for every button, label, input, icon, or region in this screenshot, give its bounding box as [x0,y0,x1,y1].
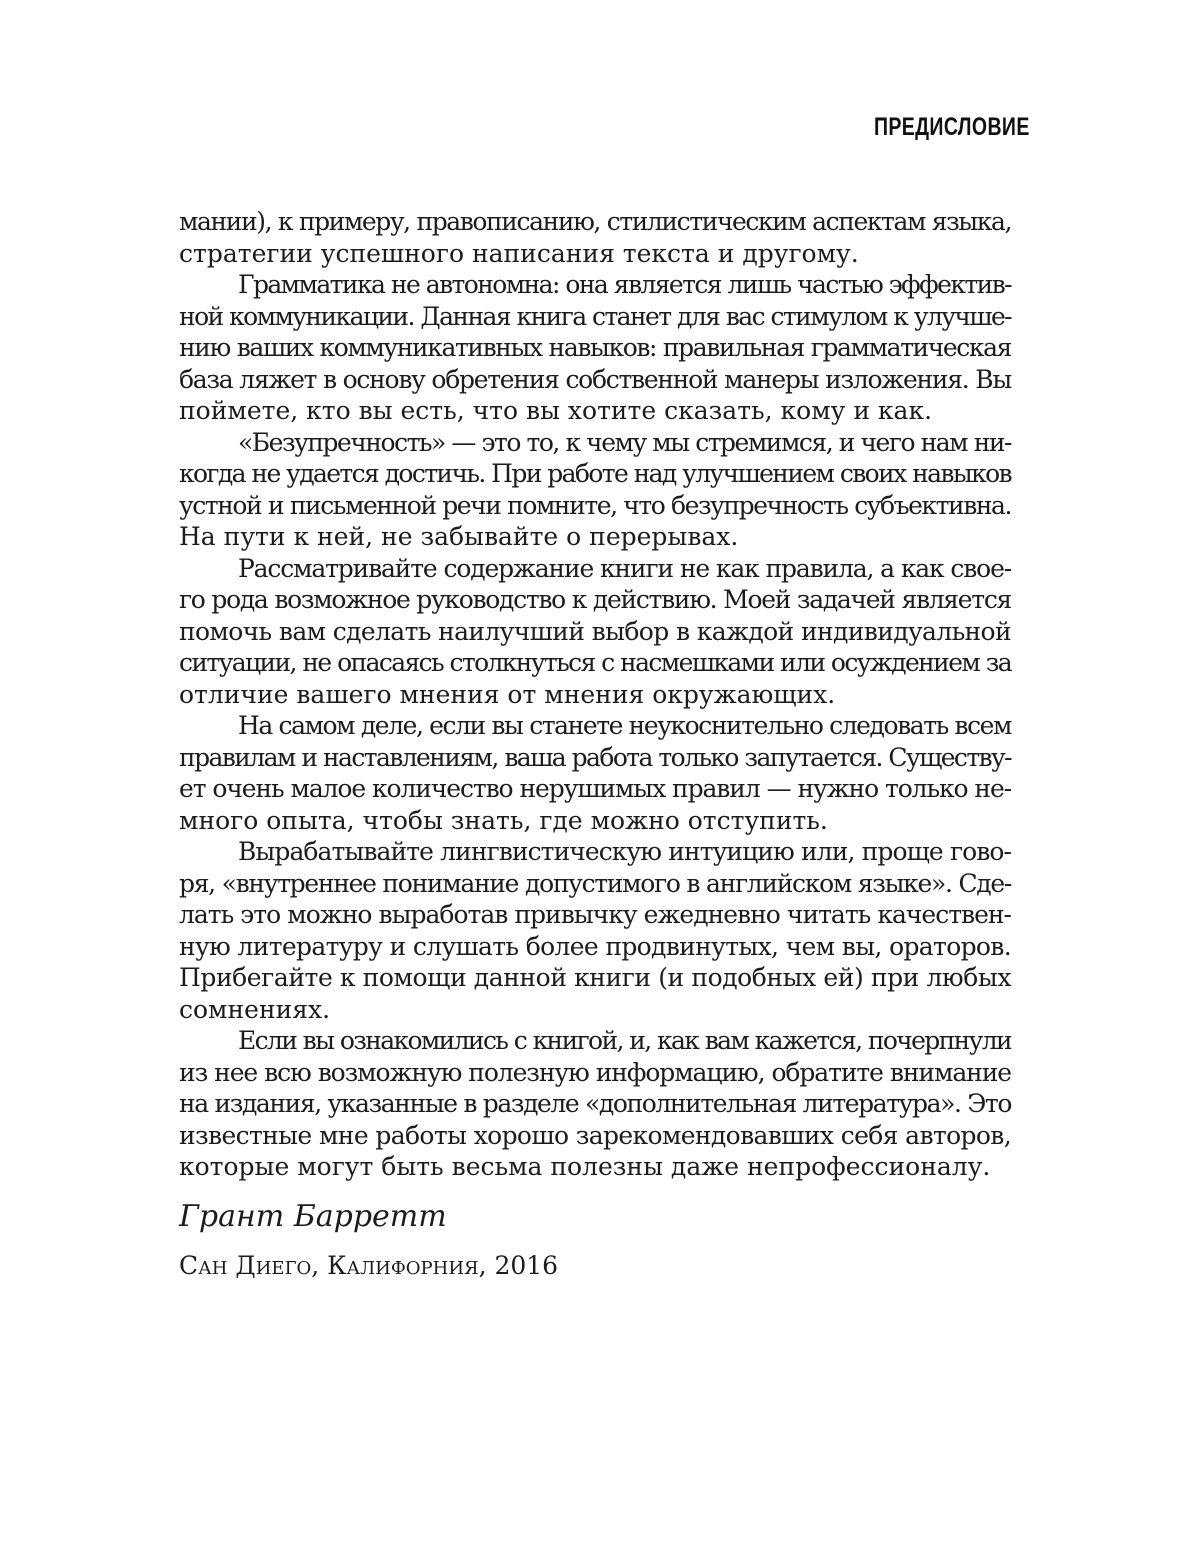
text-line: мании), к примеру, правописанию, стилистическим аспектам языка, [179,207,1011,236]
running-head: ПРЕДИСЛОВИЕ [874,113,1030,141]
text-line: Если вы ознакомились с книгой, и, как вам кажется, почерпнули [238,1026,1011,1055]
text-line: устной и письменной речи помните, что безупречность субъективна. [179,490,1011,520]
text-line: го рода возможное руководство к действию. Моей задачей является [179,585,1011,614]
text-line: ря, «внутреннее понимание допустимого в английском языке». Сде- [179,868,1011,898]
author-signature: Грант Барретт [179,1199,447,1234]
text-line: ной коммуникации. Данная книга станет для вас стимулом к улучше- [179,301,1011,331]
text-line: когда не удается достичь. При работе над улучшением своих навыков [179,459,1011,488]
text-line: из нее всю возможную полезную информацию, обратите внимание [179,1057,1011,1087]
text-line: Вырабатывайте лингвистическую интуицию или, проще гово- [238,837,1011,866]
text-line: которые могут быть весьма полезны даже непрофессионалу. [179,1152,991,1181]
text-line: много опыта, чтобы знать, где можно отступить. [179,805,828,835]
text-line: ситуации, не опасаясь столкнуться с насмешками или осуждением за [179,648,1011,677]
text-line: ет очень малое количество нерушимых правил — нужно только не- [179,774,1011,803]
text-line: Рассматривайте содержание книги не как правила, а как свое- [238,553,1011,583]
text-line: правилам и наставлениям, ваша работа только запутается. Существу- [179,742,1011,772]
text-line: сомнениях. [179,994,331,1024]
text-line: Грамматика не автономна: она является лишь частью эффектив- [238,270,1011,299]
text-line: лать это можно выработав привычку ежедневно читать качествен- [179,900,1011,929]
text-line: база ляжет в основу обретения собственной манеры изложения. Вы [179,364,1011,394]
text-line: Прибегайте к помощи данной книги (и подобных ей) при любых [179,963,1011,992]
text-line: «Безупречность» — это то, к чему мы стремимся, и чего нам ни- [238,427,1011,457]
text-line: известные мне работы хорошо зарекомендовавших себя авторов, [179,1120,1011,1150]
text-line: На пути к ней, не забывайте о перерывах. [179,522,739,551]
text-line: поймете, кто вы есть, что вы хотите сказать, кому и как. [179,396,933,425]
text-line: стратегии успешного написания текста и другому. [179,238,859,268]
body-text [179,206,1011,1183]
text-line: помочь вам сделать наилучший выбор в каждой индивидуальной [179,616,1011,646]
text-line: на издания, указанные в разделе «дополнительная литература». Это [179,1089,1011,1118]
text-line: На самом деле, если вы станете неукоснительно следовать всем [238,711,1011,740]
place-date: Сан Диего, Калифорния, 2016 [179,1251,559,1280]
text-line: ную литературу и слушать более продвинутых, чем вы, ораторов. [179,931,1011,961]
text-line: нию ваших коммуникативных навыков: правильная грамматическая [179,333,1011,362]
text-line: отличие вашего мнения от мнения окружающих. [179,679,836,709]
